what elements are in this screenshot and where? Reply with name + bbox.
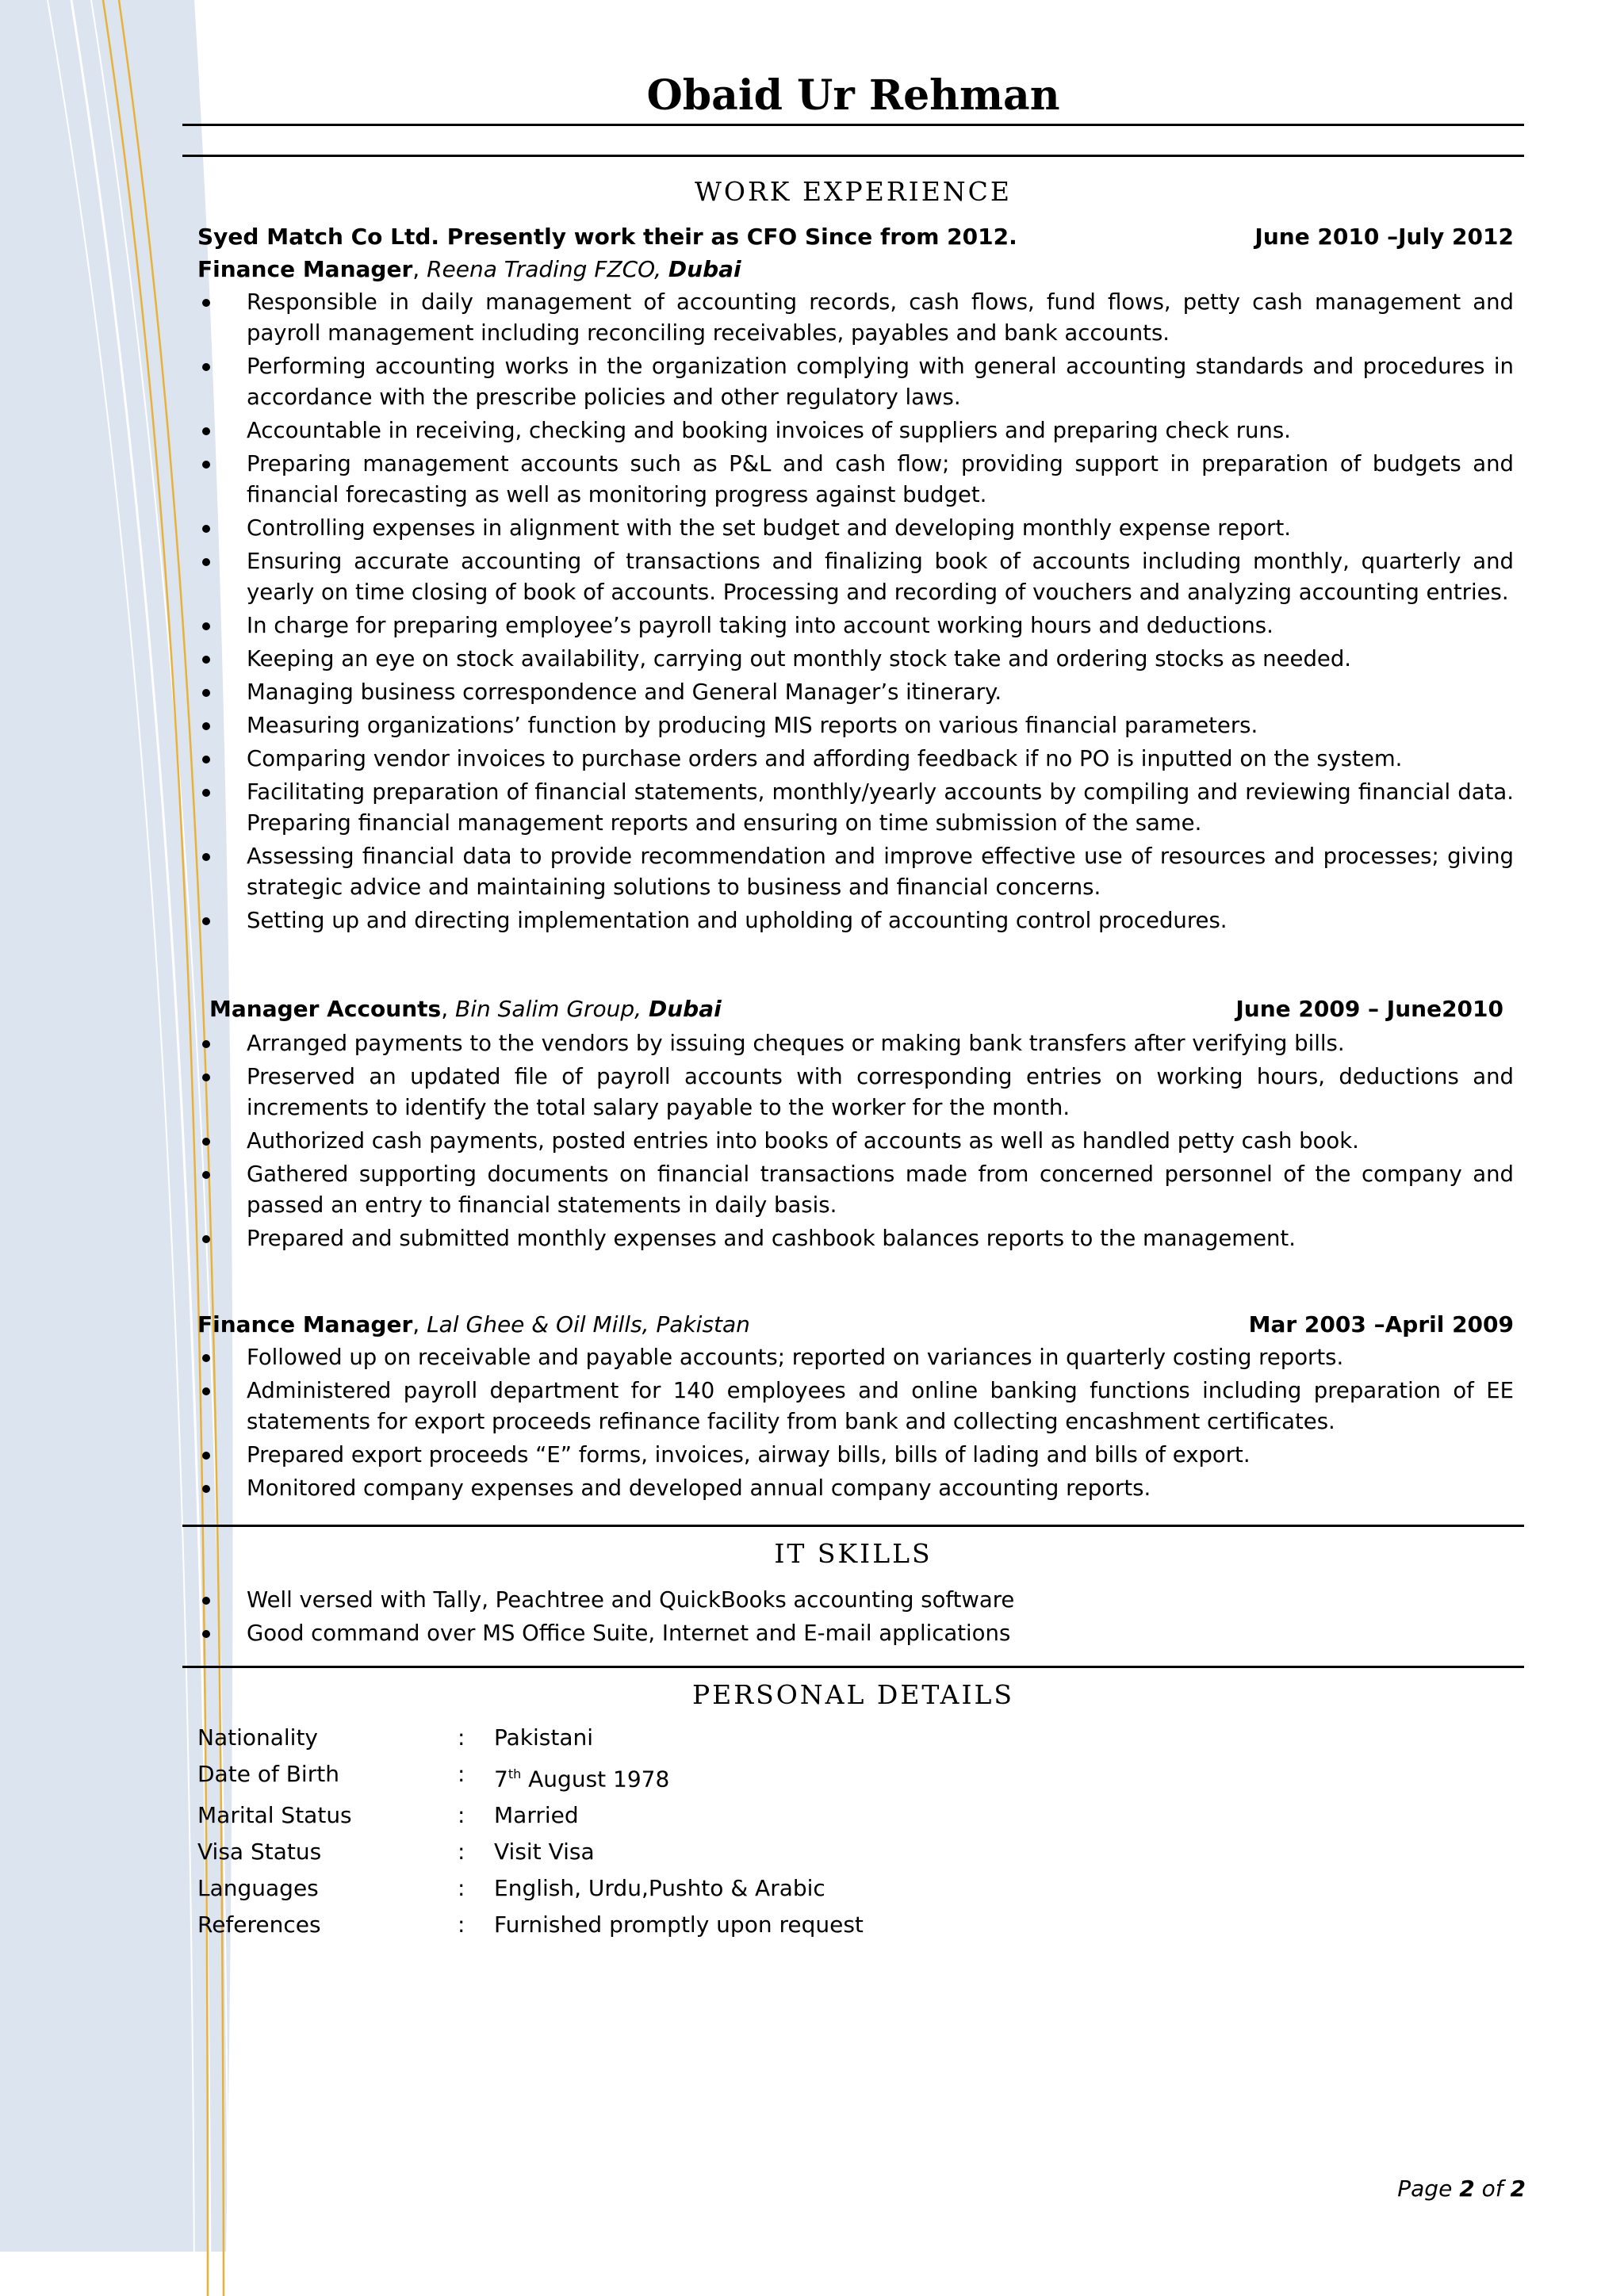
colon: : — [458, 1724, 465, 1751]
bullet-text: Ensuring accurate accounting of transactions and finalizing book of accounts including monthly, quarterly and yearly on time closing of book of accounts. Processing and recording of vouchers and analyzing accounting entries. — [247, 549, 1514, 605]
page-word: Page — [1397, 2175, 1453, 2202]
bullet-item — [197, 1376, 1514, 1437]
bullet-item — [197, 287, 1514, 349]
bullet-text: Preparing management accounts such as P&L and cash flow; providing support in preparation of budgets and financial forecasting as well as monitoring progress against budget. — [247, 451, 1514, 507]
bullet-text: Performing accounting works in the organization complying with general accounting standards and procedures in accordance with the prescribe policies and other regulatory laws. — [247, 354, 1514, 410]
bullet-icon — [202, 427, 210, 435]
birth-month-year: August 1978 — [528, 1766, 670, 1793]
bullet-item — [197, 513, 1514, 544]
job-title: Finance Manager — [197, 1311, 413, 1337]
bullet-text: Administered payroll department for 140 employees and online banking functions including preparation of EE statements for export proceeds refinance facility from bank and collecting encashment certificates. — [247, 1378, 1514, 1434]
bullet-item — [197, 449, 1514, 511]
personal-details-table — [197, 1720, 1308, 1943]
colon: : — [458, 1875, 465, 1902]
job-header: Finance Manager, Lal Ghee & Oil Mills, Pakistan Mar 2003 –April 2009 — [197, 1308, 1514, 1341]
bullet-icon — [202, 756, 210, 763]
job-dates: June 2010 –July 2012 — [1254, 224, 1514, 250]
bullet-icon — [202, 917, 210, 925]
skills-bullet-list — [197, 1585, 1514, 1651]
bullet-item — [197, 905, 1514, 936]
birth-day: 7 — [494, 1766, 508, 1793]
bullet-text: Prepared export proceeds “E” forms, invoices, airway bills, bills of lading and bills of export. — [247, 1442, 1251, 1468]
personal-row-visa-status — [197, 1834, 1308, 1870]
bullet-item — [197, 1028, 1514, 1059]
bullet-item — [197, 610, 1514, 641]
colon: : — [458, 1802, 465, 1829]
bullet-text: Accountable in receiving, checking and booking invoices of suppliers and preparing check runs. — [247, 418, 1291, 443]
job-city: Dubai — [648, 996, 722, 1022]
divider — [182, 1525, 1524, 1527]
job-company: Reena Trading FZCO, — [427, 256, 661, 282]
bullet-item — [197, 1618, 1514, 1649]
personal-row-date-of-birth — [197, 1756, 1308, 1797]
total-pages: 2 — [1510, 2175, 1526, 2202]
bullet-item — [197, 677, 1514, 708]
bullet-icon — [202, 689, 210, 697]
section-title-work-experience: WORK EXPERIENCE — [694, 176, 1013, 207]
bullet-text: Prepared and submitted monthly expenses and cashbook balances reports to the management. — [247, 1226, 1296, 1251]
section-title-personal-details: PERSONAL DETAILS — [691, 1679, 1015, 1710]
bullet-item — [197, 1159, 1514, 1221]
bullet-text: In charge for preparing employee’s payroll taking into account working hours and deductions. — [247, 613, 1274, 638]
job-header: Syed Match Co Ltd. Presently work their as CFO Since from 2012. June 2010 –July 2012 Finance Manager, Reena Trading FZCO, Dubai — [197, 220, 1514, 285]
bullet-text: Gathered supporting documents on financial transactions made from concerned personnel of the company and passed an entry to financial statements in daily basis. — [247, 1161, 1514, 1218]
bullet-item — [197, 1223, 1514, 1254]
bullet-text: Good command over MS Office Suite, Internet and E-mail applications — [247, 1621, 1011, 1646]
bullet-icon — [202, 1485, 210, 1493]
bullet-text: Measuring organizations’ function by producing MIS reports on various financial parameters. — [247, 713, 1258, 738]
job-header: Manager Accounts, Bin Salim Group, Dubai June 2009 – June2010 — [209, 993, 1503, 1025]
job-title: Finance Manager — [197, 256, 413, 282]
bullet-text: Preserved an updated file of payroll accounts with corresponding entries on working hours, deductions and increments to identify the total salary payable to the worker for the month. — [247, 1064, 1514, 1120]
detail-label: Languages — [197, 1875, 319, 1902]
bullet-icon — [202, 1597, 210, 1605]
bullet-icon — [202, 461, 210, 469]
personal-row-references — [197, 1907, 1308, 1943]
detail-value: Visit Visa — [494, 1839, 595, 1866]
bullet-item — [197, 841, 1514, 903]
bullet-icon — [202, 299, 210, 307]
bullet-icon — [202, 622, 210, 630]
detail-value — [494, 1756, 669, 1797]
bullet-item — [197, 1440, 1514, 1471]
bullet-text: Setting up and directing implementation and upholding of accounting control procedures. — [247, 908, 1228, 933]
bullet-icon — [202, 656, 210, 664]
job-title: Manager Accounts — [209, 996, 442, 1022]
colon: : — [458, 1761, 465, 1787]
bullet-text: Assessing financial data to provide recommendation and improve effective use of resources and processes; giving strategic advice and maintaining solutions to business and financial concerns. — [247, 844, 1514, 900]
bullet-icon — [202, 363, 210, 371]
bullet-item — [197, 710, 1514, 741]
bullet-text: Facilitating preparation of financial statements, monthly/yearly accounts by compiling and reviewing financial data. Preparing financial management reports and ensuring on time submission of the same. — [247, 779, 1514, 836]
detail-label: Visa Status — [197, 1839, 322, 1866]
divider — [182, 155, 1524, 157]
bullet-text: Followed up on receivable and payable accounts; reported on variances in quarterly costing reports. — [247, 1345, 1344, 1370]
bullet-icon — [202, 1040, 210, 1048]
job-summary-line: Syed Match Co Ltd. Presently work their as CFO Since from 2012. — [197, 224, 1017, 250]
bullet-text: Well versed with Tally, Peachtree and QuickBooks accounting software — [247, 1587, 1015, 1613]
page-number — [1397, 2175, 1526, 2202]
bullet-icon — [202, 1387, 210, 1395]
bullet-item — [197, 1126, 1514, 1157]
bullet-text: Controlling expenses in alignment with the set budget and developing monthly expense report. — [247, 515, 1291, 541]
bullet-item — [197, 644, 1514, 675]
divider — [182, 124, 1524, 126]
job-company: Bin Salim Group, — [455, 996, 642, 1022]
bullet-item — [197, 1062, 1514, 1123]
bullet-icon — [202, 525, 210, 533]
divider — [182, 1666, 1524, 1668]
bullet-text: Keeping an eye on stock availability, carrying out monthly stock take and ordering stocks as needed. — [247, 646, 1352, 672]
colon: : — [458, 1911, 465, 1938]
current-page: 2 — [1459, 2175, 1475, 2202]
job-dates: June 2009 – June2010 — [1235, 996, 1503, 1022]
bullet-icon — [202, 853, 210, 861]
job-bullet-list — [197, 1342, 1514, 1506]
detail-value: Furnished promptly upon request — [494, 1911, 864, 1938]
bullet-item — [197, 1342, 1514, 1373]
bullet-text: Comparing vendor invoices to purchase orders and affording feedback if no PO is inputted on the system. — [247, 746, 1403, 771]
detail-label: Date of Birth — [197, 1761, 339, 1787]
bullet-item — [197, 546, 1514, 608]
detail-value: English, Urdu,Pushto & Arabic — [494, 1875, 825, 1902]
job-company: Lal Ghee & Oil Mills, Pakistan — [427, 1311, 750, 1337]
job-dates: Mar 2003 –April 2009 — [1248, 1311, 1514, 1337]
bullet-icon — [202, 558, 210, 566]
detail-label: Nationality — [197, 1724, 319, 1751]
candidate-name: Obaid Ur Rehman — [646, 71, 1060, 120]
detail-label: Marital Status — [197, 1802, 352, 1829]
section-title-it-skills: IT SKILLS — [774, 1538, 933, 1569]
ordinal-suffix: th — [508, 1766, 522, 1781]
bullet-icon — [202, 1235, 210, 1243]
bullet-icon — [202, 1452, 210, 1460]
job-bullet-list — [197, 1028, 1514, 1257]
bullet-text: Responsible in daily management of accounting records, cash flows, fund flows, petty cash management and payroll management including reconciling receivables, payables and bank accounts. — [247, 289, 1514, 346]
of-word: of — [1481, 2175, 1503, 2202]
bullet-item — [197, 744, 1514, 775]
bullet-text: Managing business correspondence and General Manager’s itinerary. — [247, 679, 1002, 705]
bullet-icon — [202, 1171, 210, 1179]
bullet-icon — [202, 1354, 210, 1362]
bullet-item — [197, 777, 1514, 839]
job-bullet-list — [197, 287, 1514, 939]
bullet-item — [197, 1473, 1514, 1504]
bullet-text: Arranged payments to the vendors by issuing cheques or making bank transfers after verifying bills. — [247, 1031, 1345, 1056]
personal-row-marital-status — [197, 1797, 1308, 1834]
bullet-icon — [202, 1630, 210, 1638]
bullet-item — [197, 351, 1514, 413]
job-city: Dubai — [668, 256, 741, 282]
bullet-icon — [202, 1138, 210, 1146]
bullet-icon — [202, 1073, 210, 1081]
bullet-item — [197, 1585, 1514, 1616]
bullet-text: Authorized cash payments, posted entries into books of accounts as well as handled petty cash book. — [247, 1128, 1359, 1154]
personal-row-languages — [197, 1870, 1308, 1907]
bullet-item — [197, 415, 1514, 446]
colon: : — [458, 1839, 465, 1866]
detail-value: Married — [494, 1802, 579, 1829]
bullet-text: Monitored company expenses and developed annual company accounting reports. — [247, 1475, 1151, 1501]
personal-row-nationality — [197, 1720, 1308, 1756]
bullet-icon — [202, 722, 210, 730]
detail-label: References — [197, 1911, 321, 1938]
bullet-icon — [202, 789, 210, 797]
detail-value: Pakistani — [494, 1724, 594, 1751]
